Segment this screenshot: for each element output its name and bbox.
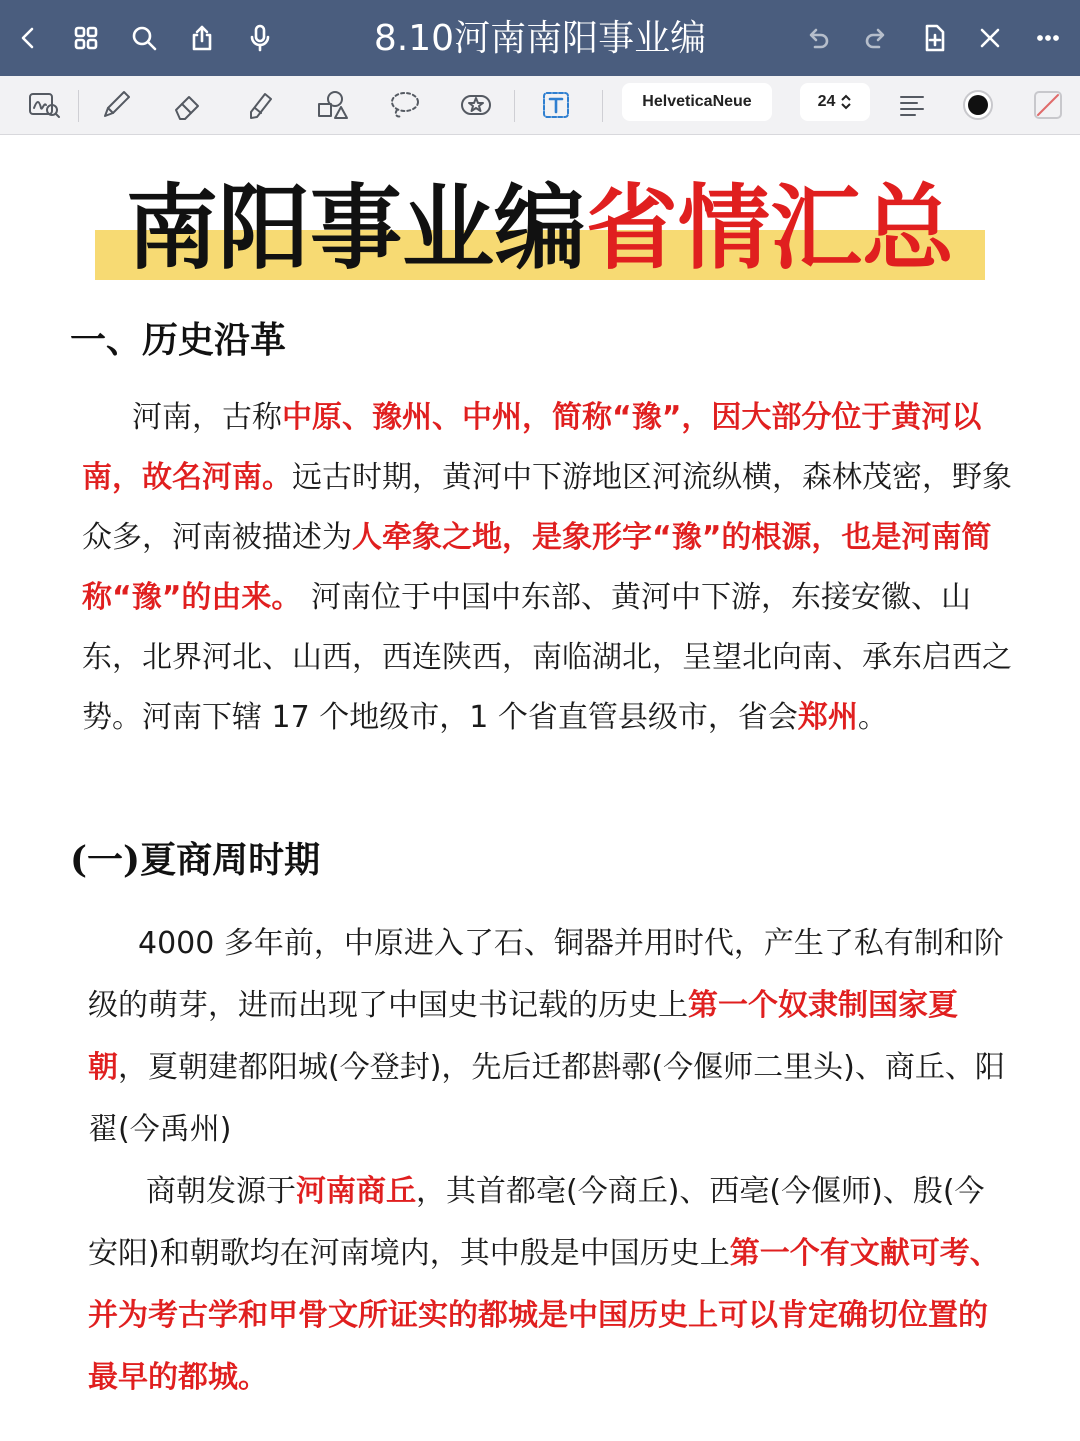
banner-title-text: [95, 172, 985, 284]
search-icon[interactable]: [116, 10, 172, 66]
highlight-run: 郑州: [797, 700, 858, 735]
highlight-run: 中原、豫州、中州，简称“豫”，因大部分位于黄河以南，故名河南。: [82, 400, 982, 495]
text-run: ，夏朝建都阳城(今登封)，先后迁都斟鄩(今偃师二里头)、商丘、阳翟(今禹州): [88, 1050, 1005, 1147]
text-run: 河南位于中国中东部、黄河中下游，东接安徽、山东，北界河北、山西，西连陕西，南临湖北，呈望北向南、承东启西之势。河南下辖 17 个地级市，1 个省直管县级市，省会: [82, 580, 1012, 735]
top-navigation-bar: [0, 0, 1080, 76]
toolbar-divider: [514, 90, 515, 122]
title-red-part: 省情汇总: [586, 174, 955, 282]
toolbar-divider: [602, 90, 603, 122]
microphone-icon[interactable]: [232, 10, 288, 66]
eraser-icon[interactable]: [164, 82, 212, 128]
text-run: 商朝发源于: [146, 1174, 296, 1209]
paragraph-xia-dynasty: [88, 913, 1008, 1161]
highlight-run: 第一个有文献可考、并为考古学和甲骨文所证实的都城是中国历史上可以肯定确切位置的最早的都城。: [88, 1236, 1000, 1395]
highlight-run: 河南商丘: [296, 1174, 416, 1209]
undo-icon[interactable]: [790, 10, 846, 66]
document-banner-title: [95, 172, 985, 287]
text-tool-icon[interactable]: [532, 82, 580, 128]
title-black-part: 南阳事业编: [125, 174, 586, 282]
font-family-selector[interactable]: HelveticaNeue: [622, 83, 772, 121]
add-page-icon[interactable]: [906, 10, 962, 66]
document-title[interactable]: 8.10河南南阳事业编: [373, 18, 707, 59]
color-dot: [968, 95, 988, 115]
paragraph-shang-dynasty: [88, 1161, 1008, 1409]
text-color-swatch[interactable]: [954, 82, 1002, 128]
redo-icon[interactable]: [848, 10, 904, 66]
text-run: 。: [857, 700, 888, 735]
drawing-toolbar: [0, 76, 1080, 135]
toolbar-divider: [78, 90, 79, 122]
close-icon[interactable]: [962, 10, 1018, 66]
shapes-icon[interactable]: [308, 82, 356, 128]
handwriting-search-icon[interactable]: [20, 82, 68, 128]
text-run: 4000 多年前，中原进入了石、铜器并用时代，产生了私有制和阶级的萌芽，进而出现了中国史书记载的历史上: [88, 926, 1004, 1023]
text-run: 远古时期，黄河中下游地区河流纵横，森林茂密，野象众多，河南被描述为: [82, 460, 1012, 555]
back-icon[interactable]: [0, 10, 56, 66]
share-icon[interactable]: [174, 10, 230, 66]
highlight-run: 人牵象之地，是象形字“豫”的根源，也是河南简称“豫”的由来。: [82, 520, 992, 615]
highlighter-icon[interactable]: [236, 82, 284, 128]
highlight-run: 第一个奴隶制国家夏朝: [88, 988, 958, 1085]
sticker-icon[interactable]: [452, 82, 500, 128]
more-icon[interactable]: [1020, 10, 1076, 66]
lasso-icon[interactable]: [380, 82, 428, 128]
pen-icon[interactable]: [92, 82, 140, 128]
stepper-chevron-icon: [840, 94, 852, 110]
no-fill-swatch-icon[interactable]: [1024, 82, 1072, 128]
text-run: 河南，古称: [132, 400, 282, 435]
font-size-selector[interactable]: [800, 83, 870, 121]
paragraph-henan-intro: [82, 388, 1012, 748]
section-heading-history: 一、历史沿革: [70, 319, 287, 361]
grid-icon[interactable]: [58, 10, 114, 66]
font-size-value: 24: [817, 93, 836, 110]
text-align-icon[interactable]: [888, 82, 936, 128]
text-run: ，其首都亳(今商丘)、西亳(今偃师)、殷(今安阳)和朝歌均在河南境内，其中殷是中国历史上: [88, 1174, 985, 1271]
section-heading-xia-shang-zhou: (一)夏商周时期: [70, 839, 321, 881]
